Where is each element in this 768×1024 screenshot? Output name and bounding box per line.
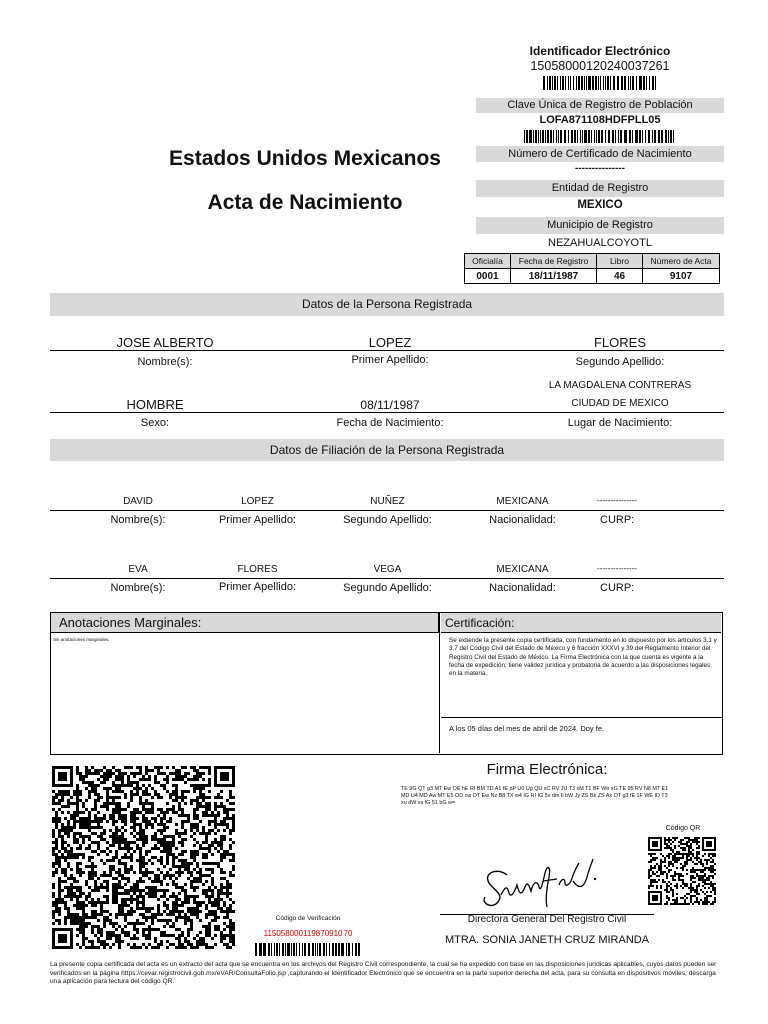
barcode-bar bbox=[538, 130, 539, 143]
municipio-value: NEZAHUALCOYOTL bbox=[548, 237, 652, 249]
barcode-bar bbox=[293, 943, 295, 956]
qr-code-label: Código QR bbox=[665, 825, 701, 832]
identificador-barcode bbox=[542, 76, 658, 90]
barcode-bar bbox=[542, 130, 544, 143]
barcode-bar bbox=[549, 76, 551, 90]
barcode-bar bbox=[665, 130, 667, 143]
barcode-bar bbox=[553, 130, 554, 143]
barcode-bar bbox=[565, 76, 566, 90]
identificador-value: 15058000120240037261 bbox=[530, 59, 670, 73]
persona-lugar-label: Lugar de Nacimiento: bbox=[567, 417, 673, 429]
madre-curp: --------------- bbox=[597, 564, 637, 573]
barcode-bar bbox=[582, 130, 583, 143]
barcode-bar bbox=[613, 76, 615, 90]
barcode-bar bbox=[304, 943, 306, 956]
barcode-bar bbox=[654, 130, 656, 143]
barcode-bar bbox=[624, 76, 626, 90]
persona-sexo-label: Sexo: bbox=[140, 417, 170, 429]
barcode-bar bbox=[329, 943, 330, 956]
firma-nombre: MTRA. SONIA JANETH CRUZ MIRANDA bbox=[444, 934, 650, 946]
madre-nacionalidad-label: Nacionalidad: bbox=[489, 582, 556, 594]
barcode-bar bbox=[315, 943, 316, 956]
certificacion-title: Certificación: bbox=[441, 613, 721, 633]
madre-nombre: EVA bbox=[128, 564, 148, 575]
barcode-bar bbox=[598, 76, 599, 90]
persona-primer-apellido: LOPEZ bbox=[368, 335, 412, 350]
barcode-bar bbox=[658, 130, 660, 143]
barcode-bar bbox=[276, 943, 278, 956]
barcode-bar bbox=[568, 130, 569, 143]
registro-value-row bbox=[465, 269, 720, 284]
barcode-bar bbox=[564, 130, 566, 143]
divider bbox=[441, 717, 722, 718]
persona-fecha-label: Fecha de Nacimiento: bbox=[336, 417, 444, 429]
anotaciones-text: Sin anotaciones marginales. bbox=[53, 637, 110, 642]
barcode-bar bbox=[524, 130, 525, 143]
padre-nombre-label: Nombre(s): bbox=[110, 514, 166, 526]
barcode-bar bbox=[571, 130, 573, 143]
divider bbox=[50, 578, 724, 579]
verificacion-barcode bbox=[255, 943, 362, 956]
barcode-bar bbox=[594, 130, 595, 143]
barcode-bar bbox=[646, 76, 647, 90]
barcode-bar bbox=[639, 130, 641, 143]
registro-header-row bbox=[465, 254, 720, 269]
barcode-bar bbox=[279, 943, 280, 956]
registro-libro: 46 bbox=[597, 269, 643, 284]
persona-primer-apellido-label: Primer Apellido: bbox=[351, 354, 429, 366]
barcode-bar bbox=[552, 76, 553, 90]
barcode-bar bbox=[598, 130, 600, 143]
document-title: Acta de Nacimiento bbox=[207, 191, 403, 214]
barcode-bar bbox=[255, 943, 257, 956]
madre-primer-apellido: FLORES bbox=[237, 564, 278, 575]
barcode-bar bbox=[635, 130, 638, 143]
barcode-bar bbox=[595, 76, 597, 90]
barcode-bar bbox=[632, 76, 634, 90]
persona-segundo-apellido: FLORES bbox=[593, 335, 646, 350]
barcode-bar bbox=[335, 943, 337, 956]
barcode-bar bbox=[529, 130, 532, 143]
barcode-bar bbox=[560, 130, 562, 143]
barcode-bar bbox=[323, 943, 325, 956]
barcode-bar bbox=[580, 130, 581, 143]
barcode-bar bbox=[661, 130, 663, 143]
barcode-bar bbox=[547, 130, 549, 143]
filiacion-section-title: Datos de Filiación de la Persona Registrada bbox=[50, 439, 724, 461]
barcode-bar bbox=[673, 130, 674, 143]
barcode-bar bbox=[558, 130, 559, 143]
country-title: Estados Unidos Mexicanos bbox=[169, 147, 441, 170]
madre-curp-label: CURP: bbox=[600, 582, 635, 594]
barcode-bar bbox=[560, 76, 561, 90]
identificador-block bbox=[480, 44, 720, 90]
madre-nacionalidad: MEXICANA bbox=[496, 564, 549, 575]
barcode-bar bbox=[603, 76, 604, 90]
barcode-bar bbox=[573, 76, 574, 90]
persona-segundo-apellido-label: Segundo Apellido: bbox=[575, 356, 665, 368]
madre-segundo-apellido-label: Segundo Apellido: bbox=[343, 582, 432, 594]
madre-primer-apellido-label: Primer Apellido: bbox=[218, 581, 297, 593]
barcode-bar bbox=[317, 943, 318, 956]
barcode-bar bbox=[601, 130, 603, 143]
barcode-bar bbox=[547, 76, 548, 90]
barcode-bar bbox=[624, 130, 627, 143]
padre-segundo-apellido: NUÑEZ bbox=[370, 496, 405, 507]
barcode-bar bbox=[596, 130, 597, 143]
barcode-bar bbox=[576, 76, 577, 90]
certificacion-text: Se extiende la presente copia certificada, con fundamento en lo dispuesto por los artículos 3.1 y 3.7 del Código Civil del Estado de México y 6 fracción XXXVI y 39 del Reglamento Interior del Registro Civil del Estado de México. La Firma Electrónica con la que cuenta es vigente a la fecha de expedición; tiene validez jurídica y probatoria de acuerdo a las disposiciones legales en la materia. bbox=[449, 637, 717, 678]
barcode-bar bbox=[348, 943, 350, 956]
barcode-bar bbox=[545, 130, 546, 143]
barcode-bar bbox=[630, 76, 631, 90]
barcode-bar bbox=[615, 130, 616, 143]
entidad-value: MEXICO bbox=[577, 199, 623, 211]
barcode-bar bbox=[341, 943, 344, 956]
barcode-bar bbox=[610, 76, 611, 90]
barcode-bar bbox=[287, 943, 290, 956]
registro-oficialia: 0001 bbox=[465, 269, 511, 284]
barcode-bar bbox=[668, 130, 669, 143]
barcode-bar bbox=[299, 943, 300, 956]
barcode-bar bbox=[282, 943, 284, 956]
padre-segundo-apellido-label: Segundo Apellido: bbox=[343, 514, 432, 526]
madre-segundo-apellido: VEGA bbox=[373, 564, 402, 575]
certificado-value: --------------- bbox=[575, 163, 625, 174]
persona-section-title: Datos de la Persona Registrada bbox=[50, 293, 724, 316]
barcode-bar bbox=[670, 130, 672, 143]
curp-barcode bbox=[523, 130, 675, 143]
registro-acta: 9107 bbox=[643, 269, 720, 284]
barcode-bar bbox=[274, 943, 275, 956]
barcode-bar bbox=[338, 943, 340, 956]
registro-header-fecha: Fecha de Registro bbox=[511, 254, 597, 269]
barcode-bar bbox=[645, 130, 646, 143]
barcode-bar bbox=[617, 76, 619, 90]
barcode-bar bbox=[584, 76, 585, 90]
registro-header-oficialia: Oficialía bbox=[465, 254, 511, 269]
qr-code-small bbox=[648, 837, 716, 905]
barcode-bar bbox=[581, 76, 583, 90]
barcode-bar bbox=[652, 130, 653, 143]
firma-title: Firma Electrónica: bbox=[486, 761, 608, 778]
barcode-bar bbox=[574, 130, 576, 143]
barcode-bar bbox=[612, 130, 614, 143]
barcode-bar bbox=[591, 130, 592, 143]
barcode-bar bbox=[568, 76, 569, 90]
barcode-bar bbox=[346, 943, 347, 956]
barcode-bar bbox=[648, 130, 650, 143]
registro-header-acta: Número de Acta bbox=[643, 254, 720, 269]
barcode-bar bbox=[588, 76, 591, 90]
barcode-bar bbox=[554, 76, 556, 90]
barcode-bar bbox=[259, 943, 262, 956]
barcode-bar bbox=[533, 130, 534, 143]
barcode-bar bbox=[636, 76, 637, 90]
padre-nacionalidad-label: Nacionalidad: bbox=[489, 514, 556, 526]
barcode-bar bbox=[526, 130, 528, 143]
firma-cargo: Directora General Del Registro Civil bbox=[467, 914, 627, 925]
madre-nombre-label: Nombre(s): bbox=[110, 582, 166, 594]
barcode-bar bbox=[550, 130, 552, 143]
persona-sexo: HOMBRE bbox=[126, 397, 184, 412]
barcode-bar bbox=[620, 130, 622, 143]
divider bbox=[50, 510, 724, 511]
certificado-label: Número de Certificado de Nacimiento bbox=[476, 146, 724, 162]
curp-label: Clave Única de Registro de Población bbox=[476, 98, 724, 113]
barcode-bar bbox=[628, 76, 629, 90]
barcode-bar bbox=[605, 130, 606, 143]
barcode-bar bbox=[358, 943, 360, 956]
padre-curp: --------------- bbox=[597, 496, 637, 505]
verificacion-value: 11505800011987091070 bbox=[263, 929, 353, 938]
barcode-bar bbox=[302, 943, 303, 956]
barcode-bar bbox=[543, 76, 545, 90]
box-divider bbox=[439, 613, 440, 753]
anotaciones-certificacion-box bbox=[50, 612, 723, 755]
barcode-bar bbox=[557, 76, 558, 90]
barcode-bar bbox=[535, 130, 537, 143]
barcode-bar bbox=[263, 943, 266, 956]
barcode-bar bbox=[605, 76, 606, 90]
padre-primer-apellido-label: Primer Apellido: bbox=[218, 514, 297, 526]
barcode-bar bbox=[309, 943, 310, 956]
identificador-label: Identificador Electrónico bbox=[529, 44, 671, 58]
barcode-bar bbox=[618, 130, 619, 143]
footer-text: La presente copia certificada del acta es un extracto del acta que se encuentra en los archivos del Registro Civil correspondiente, la cual se ha expedido con base en las disposiciones jurídicas aplicables, cuyos datos pueden ser verificados en la página https://cevar.registrocivil.gob.mx/eVAR/ConsultaFolio.jsp ,capturando el Identificador Electrónico que se encuentra en la parte superior derecha del acta, para su consulta en dispositivos móviles, descarga una aplicación para lectura del código QR. bbox=[50, 961, 717, 986]
registro-header-libro: Libro bbox=[597, 254, 643, 269]
padre-nombre: DAVID bbox=[123, 496, 153, 507]
persona-lugar-line1: LA MAGDALENA CONTRERAS bbox=[548, 380, 692, 391]
barcode-bar bbox=[621, 76, 623, 90]
barcode-bar bbox=[608, 130, 610, 143]
barcode-bar bbox=[586, 76, 587, 90]
curp-value: LOFA871108HDFPLL05 bbox=[539, 114, 661, 126]
registro-fecha: 18/11/1987 bbox=[511, 269, 597, 284]
registro-table bbox=[464, 253, 720, 284]
barcode-bar bbox=[592, 76, 594, 90]
barcode-bar bbox=[639, 76, 642, 90]
divider bbox=[50, 412, 724, 413]
barcode-bar bbox=[577, 130, 578, 143]
barcode-bar bbox=[312, 943, 314, 956]
barcode-bar bbox=[352, 943, 353, 956]
barcode-bar bbox=[562, 76, 564, 90]
barcode-bar bbox=[600, 76, 601, 90]
certificacion-fecha: A los 05 días del mes de abril de 2024. Doy fe. bbox=[449, 724, 605, 733]
barcode-bar bbox=[556, 130, 557, 143]
barcode-bar bbox=[540, 130, 541, 143]
barcode-bar bbox=[642, 130, 643, 143]
barcode-bar bbox=[355, 943, 357, 956]
barcode-bar bbox=[578, 76, 580, 90]
anotaciones-title: Anotaciones Marginales: bbox=[51, 613, 439, 633]
barcode-bar bbox=[319, 943, 321, 956]
barcode-bar bbox=[629, 130, 631, 143]
barcode-bar bbox=[607, 76, 609, 90]
barcode-bar bbox=[332, 943, 334, 956]
qr-code-main bbox=[52, 766, 235, 949]
verificacion-label: Código de Verificación bbox=[275, 915, 341, 922]
barcode-bar bbox=[643, 76, 645, 90]
barcode-bar bbox=[652, 76, 654, 90]
persona-fecha-nacimiento: 08/11/1987 bbox=[360, 398, 420, 412]
barcode-bar bbox=[291, 943, 292, 956]
padre-nacionalidad: MEXICANA bbox=[496, 496, 549, 507]
firma-hash: TE 9G QT g3 MT Ew OE hE RI BM TD A1 fE pP U0 Ug QU xC RV JU T3 xM T1 BF Wn xG TE 95 RV N8 MT E1 MD U4 MD Aw MT E5 OD cw OT Ew Nz B8 TX w4 IG RI IG 5v dm Il bW Jy ZS Bk ZS Ax OT g3 fE 1F WE ID T3 xu dW xs fG 51 bG w= bbox=[401, 786, 669, 806]
barcode-bar bbox=[285, 943, 286, 956]
barcode-bar bbox=[570, 76, 571, 90]
barcode-bar bbox=[588, 130, 590, 143]
municipio-label: Municipio de Registro bbox=[476, 217, 724, 234]
signature-image bbox=[475, 851, 615, 913]
barcode-bar bbox=[584, 130, 587, 143]
persona-nombre: JOSE ALBERTO bbox=[116, 335, 214, 350]
barcode-bar bbox=[326, 943, 327, 956]
barcode-bar bbox=[308, 943, 309, 956]
barcode-bar bbox=[649, 76, 650, 90]
persona-nombre-label: Nombre(s): bbox=[137, 356, 193, 368]
padre-primer-apellido: LOPEZ bbox=[241, 496, 274, 507]
persona-lugar-line2: CIUDAD DE MEXICO bbox=[571, 398, 669, 409]
divider bbox=[50, 350, 724, 351]
barcode-bar bbox=[296, 943, 297, 956]
barcode-bar bbox=[268, 943, 270, 956]
entidad-label: Entidad de Registro bbox=[476, 180, 724, 197]
padre-curp-label: CURP: bbox=[600, 514, 635, 526]
barcode-bar bbox=[655, 76, 656, 90]
barcode-bar bbox=[632, 130, 633, 143]
barcode-bar bbox=[271, 943, 272, 956]
